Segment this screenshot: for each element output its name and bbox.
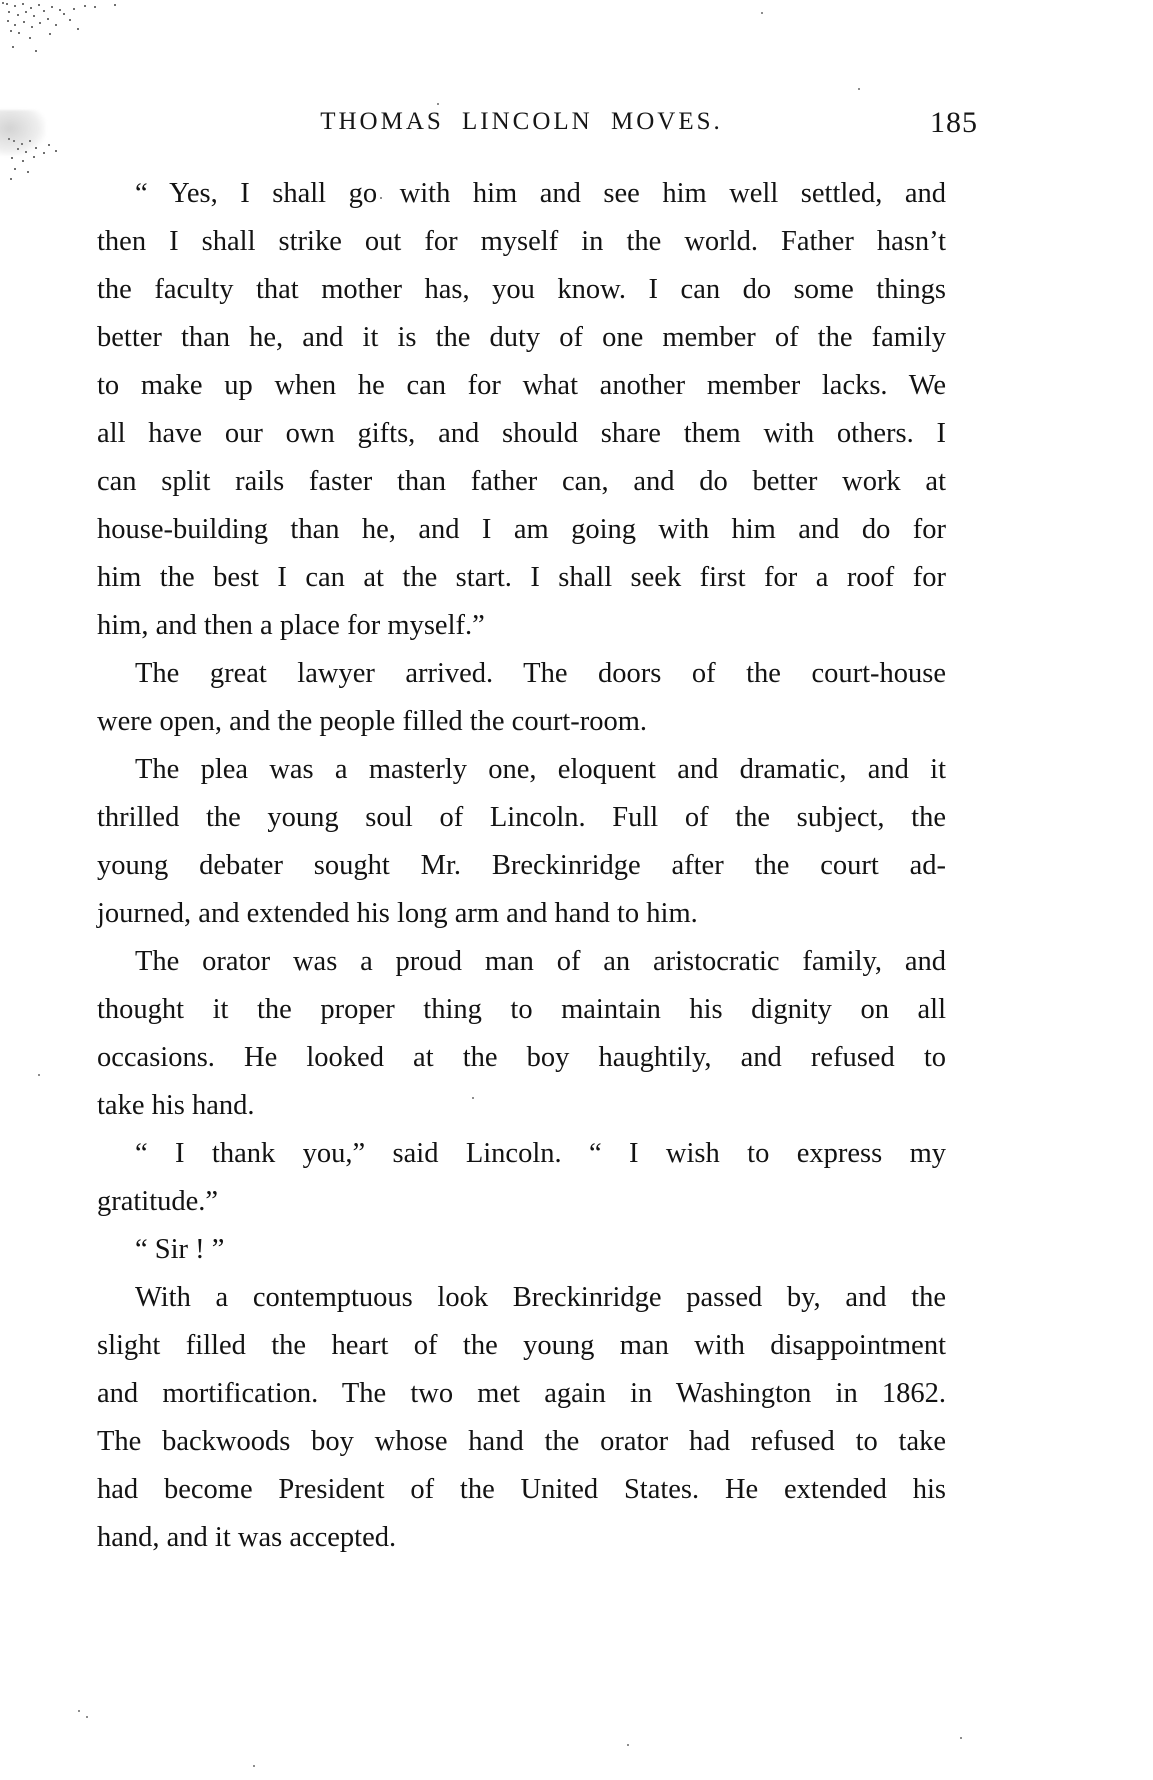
text-line: occasions. He looked at the boy haughtily, and refused to — [97, 1042, 946, 1073]
text-line: thrilled the young soul of Lincoln. Full of the subject, the — [97, 802, 946, 833]
running-head — [97, 106, 978, 148]
text-line: hand, and it was accepted. — [97, 1522, 397, 1553]
text-line: were open, and the people filled the court-room. — [97, 706, 648, 737]
text-line: journed, and extended his long arm and hand to him. — [97, 898, 698, 929]
paragraph — [97, 938, 946, 1130]
paragraph — [97, 170, 946, 650]
scan-artifact — [0, 110, 46, 156]
text-line: house-building than he, and I am going with him and do for — [97, 514, 946, 545]
page-number: 185 — [930, 106, 978, 139]
scan-artifact — [86, 1716, 88, 1718]
text-line: and mortification. The two met again in Washington in 1862. — [97, 1378, 946, 1409]
text-line: “ Yes, I shall go with him and see him well settled, and — [135, 178, 946, 209]
text-line: “ Sir ! ” — [135, 1234, 225, 1265]
paragraph — [97, 1274, 946, 1562]
scan-artifact — [2, 2, 4, 4]
text-line: can split rails faster than father can, and do better work at — [97, 466, 946, 497]
text-line: The backwoods boy whose hand the orator had refused to take — [97, 1426, 946, 1457]
text-block — [97, 170, 946, 1562]
paragraph — [97, 650, 946, 746]
text-line: all have our own gifts, and should share them with others. I — [97, 418, 946, 449]
scan-artifact — [627, 1744, 629, 1746]
paragraph — [97, 1130, 946, 1226]
scan-artifact — [960, 1737, 962, 1739]
scan-artifact — [253, 1765, 255, 1767]
chapter-title: THOMAS LINCOLN MOVES. — [320, 108, 723, 135]
text-line: take his hand. — [97, 1090, 255, 1121]
scan-artifact — [78, 1710, 80, 1712]
paragraph — [97, 746, 946, 938]
text-line: him the best I can at the start. I shall seek first for a roof for — [97, 562, 946, 593]
text-line: The orator was a proud man of an aristocratic family, and — [135, 946, 946, 977]
text-line: The plea was a masterly one, eloquent and dramatic, and it — [135, 754, 946, 785]
text-line: then I shall strike out for myself in the world. Father hasn’t — [97, 226, 946, 257]
text-line: thought it the proper thing to maintain his dignity on all — [97, 994, 946, 1025]
text-line: had become President of the United States. He extended his — [97, 1474, 946, 1505]
text-line: the faculty that mother has, you know. I can do some things — [97, 274, 946, 305]
text-line: better than he, and it is the duty of one member of the family — [97, 322, 946, 353]
text-line: With a contemptuous look Breckinridge passed by, and the — [135, 1282, 946, 1313]
text-line: young debater sought Mr. Breckinridge after the court ad- — [97, 850, 946, 881]
text-line: “ I thank you,” said Lincoln. “ I wish to express my — [135, 1138, 946, 1169]
text-line: The great lawyer arrived. The doors of the court-house — [135, 658, 946, 689]
scan-artifact — [437, 103, 439, 105]
scan-artifact — [858, 88, 860, 90]
scan-artifact — [38, 1074, 40, 1076]
scan-artifact — [761, 12, 763, 14]
text-line: to make up when he can for what another member lacks. We — [97, 370, 946, 401]
text-line: him, and then a place for myself.” — [97, 610, 485, 641]
text-line: gratitude.” — [97, 1186, 219, 1217]
paragraph — [97, 1226, 946, 1274]
text-line: slight filled the heart of the young man with disappointment — [97, 1330, 946, 1361]
